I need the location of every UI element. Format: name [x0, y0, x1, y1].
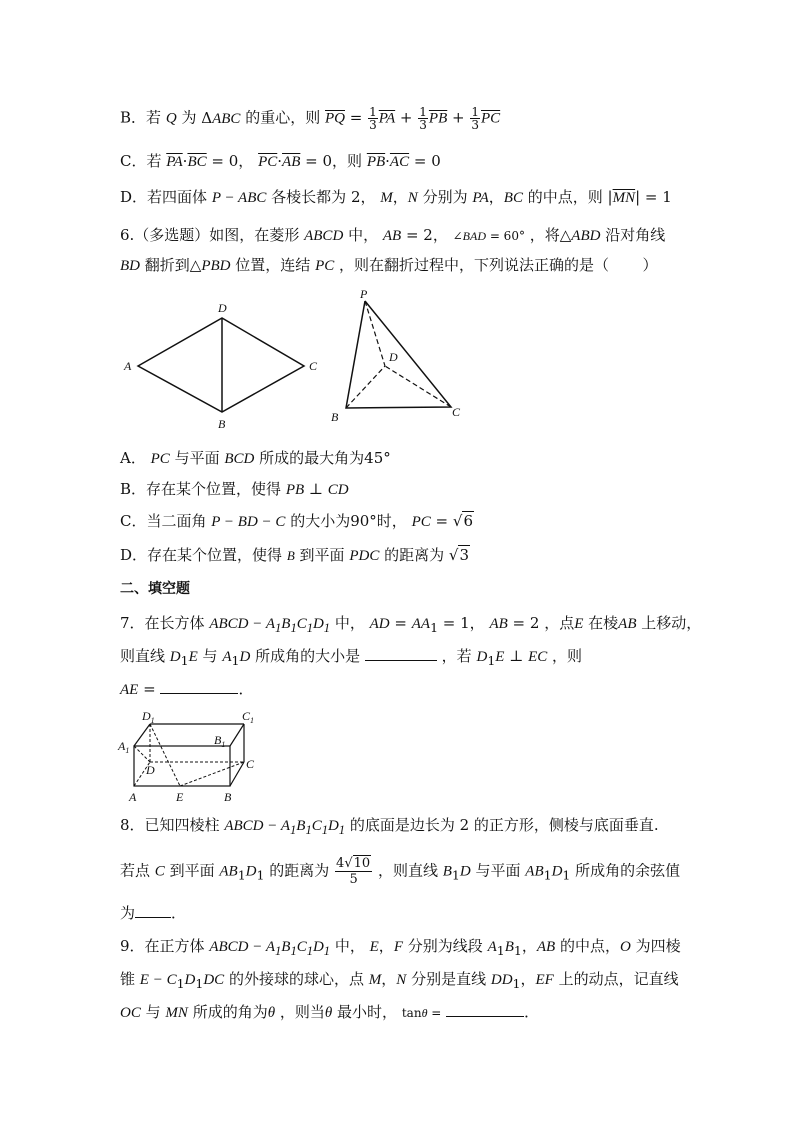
q7-blank-2[interactable] [160, 679, 238, 694]
q8-line3: 为 ． [120, 904, 187, 922]
q8-line2: 若点 C 到平面 $AB_1D_1$ 的距离为 $\frac{4√10}{5}$ ，则直线 $B_1D$ 与平面 $AB_1D_1$ 所成角的余弦值 [120, 856, 681, 887]
q9-line2: 锥 $E - C_1D_1DC$ 的外接球的球心，点 M，N 分别是直线 $DD_1$，EF 上的动点，记直线 [120, 970, 679, 991]
q7-line1: 7．在长方体 ABCD − $A_1B_1C_1D_1$ 中， AD = $AA_1 = 1$， AB = 2 ，点E 在棱AB 上移动， [120, 614, 702, 635]
box-figure [114, 710, 264, 808]
tetra-label-d: D [389, 350, 398, 364]
q7-blank-1[interactable] [365, 646, 437, 661]
box-label-c1: $C_1$ [242, 710, 255, 725]
tetra-label-p: P [360, 287, 368, 301]
q7-line3: AE = ． [120, 680, 254, 698]
q9-line1: 9．在正方体 ABCD − $A_1B_1C_1D_1$ 中， E，F 分别为线段 $A_1B_1$，AB 的中点，O 为四棱 [120, 937, 681, 958]
q6-stem-line2: BD 翻折到△PBD 位置，连结 PC ，则在翻折过程中，下列说法正确的是（ ） [120, 256, 658, 274]
box-label-a1: $A_1$ [118, 739, 130, 755]
rhombus-figure [118, 298, 328, 433]
q9-line3: OC 与 MN 所成的角为θ ，则当θ 最小时， tanθ = ． [120, 1003, 540, 1021]
q8-line1: 8．已知四棱柱 ABCD − $A_1B_1C_1D_1$ 的底面是边长为 2 的正方形，侧棱与底面垂直. [120, 816, 659, 837]
rhombus-label-a: A [124, 359, 132, 373]
q9-blank[interactable] [446, 1002, 524, 1017]
q5-option-d: D．若四面体 P − ABC 各棱长都为 2， M，N 分别为 PA，BC 的中点，则 $|\overline{MN}| = 1$ [120, 188, 672, 206]
box-label-b1: $B_1$ [214, 733, 226, 749]
tetra-label-c: C [452, 405, 461, 419]
q8-blank[interactable] [135, 903, 171, 918]
q6-option-b: B．存在某个位置，使得 PB ⊥ CD [120, 480, 349, 498]
section-heading: 二、填空题 [120, 581, 190, 597]
q6-option-d: D．存在某个位置，使得 B 到平面 PDC 的距离为 √3 [120, 546, 470, 564]
rhombus-label-b: B [218, 417, 226, 431]
tetrahedron-figure [325, 285, 475, 425]
q6-option-c: C．当二面角 P − BD − C 的大小为90°时， PC = √6 [120, 512, 473, 530]
box-label-b: B [224, 790, 232, 804]
rhombus-label-c: C [309, 359, 318, 373]
q7-line2: 则直线 $D_1E$ 与 $A_1D$ 所成角的大小是 ，若 $D_1E$ ⊥ EC ，则 [120, 647, 583, 668]
box-label-d1: $D_1$ [142, 710, 155, 725]
q6-stem-line1: 6.（多选题）如图，在菱形 ABCD 中， AB = 2， ∠BAD = 60° ，将△ABD 沿对角线 [120, 226, 666, 244]
box-label-d: D [146, 763, 155, 777]
box-label-a: A [129, 790, 137, 804]
box-label-c: C [246, 757, 255, 771]
box-label-e: E [176, 790, 184, 804]
q6-option-a: A． PC 与平面 BCD 所成的最大角为45° [120, 449, 391, 467]
q5-option-c: C．若 $\overline{PA}\cdot\overline{BC} = 0$， $\overline{PC}\cdot\overline{AB} = 0$，则 $\overline{PB}\cdot\overline{AC} = 0$ [120, 152, 441, 170]
q5-option-b: B．若 Q 为 ΔABC 的重心，则 $\overline{PQ}$ = $\frac{1}{3}$ $\overline{PA}$ + $\frac{1}{3}$ $\overline{PB}$ + $\frac{1}{3}$ $\overline{PC}$ [120, 105, 501, 132]
tetra-label-b: B [331, 410, 339, 424]
rhombus-label-d: D [218, 301, 227, 315]
